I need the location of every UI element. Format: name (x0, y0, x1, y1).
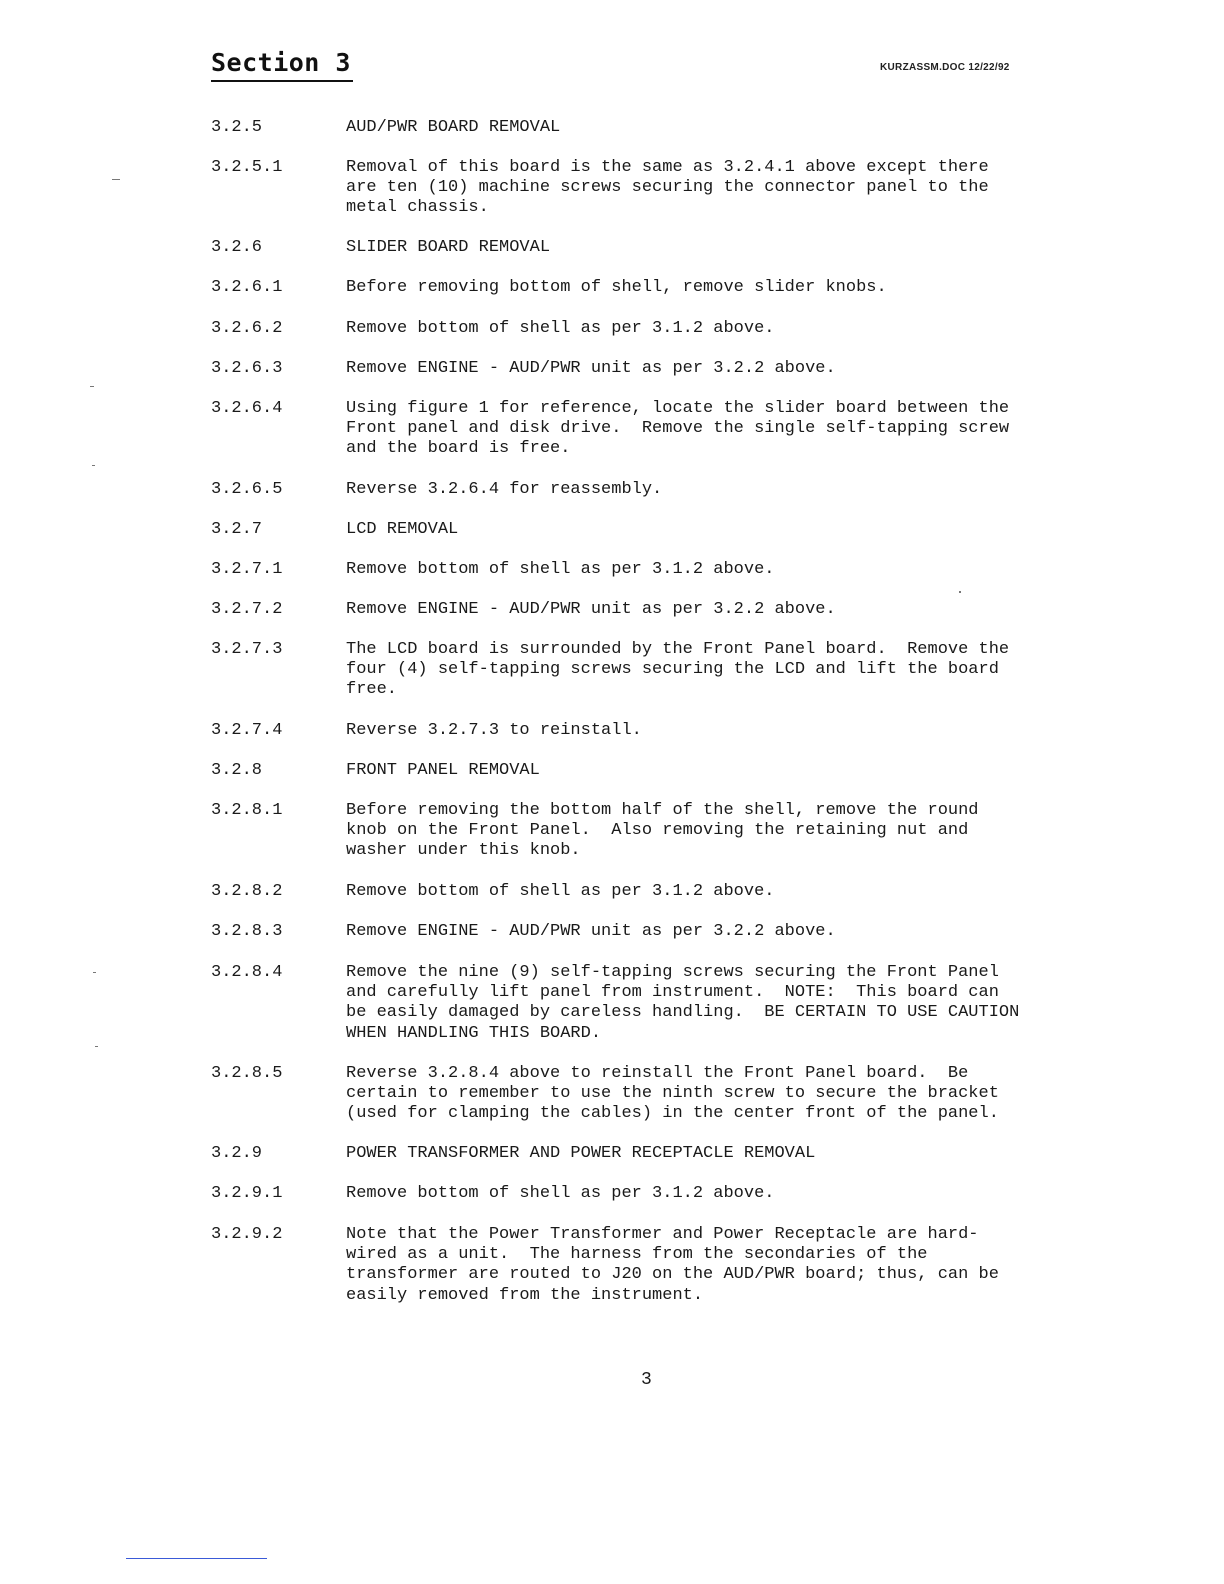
item-text-line: Before removing bottom of shell, remove slider knobs. (346, 278, 887, 297)
item-number: 3.2.5 (211, 118, 263, 137)
item-number: 3.2.7.1 (211, 560, 283, 579)
item-text-line: (used for clamping the cables) in the center front of the panel. (346, 1104, 999, 1124)
item-text-line: easily removed from the instrument. (346, 1285, 704, 1305)
item-text (346, 1144, 1106, 1164)
item-text (346, 1184, 1106, 1204)
item-number: 3.2.7.2 (211, 600, 283, 619)
item-text-line: AUD/PWR BOARD REMOVAL (346, 118, 561, 137)
item-text (346, 600, 1106, 620)
item-text-line: and carefully lift panel from instrument. NOTE: This board can (346, 983, 999, 1003)
item-text-line: knob on the Front Panel. Also removing the retaining nut and (346, 821, 969, 841)
scan-speck (95, 1046, 98, 1047)
item-text-line: Remove bottom of shell as per 3.1.2 above. (346, 882, 775, 901)
item-number: 3.2.6.4 (211, 399, 283, 418)
item-text-line: FRONT PANEL REMOVAL (346, 761, 540, 780)
item-text (346, 118, 1106, 138)
item-text-line: Reverse 3.2.8.4 above to reinstall the Front Panel board. Be (346, 1064, 969, 1083)
item-number: 3.2.6.3 (211, 359, 283, 378)
item-number: 3.2.9.1 (211, 1184, 283, 1203)
item-number: 3.2.6.2 (211, 319, 283, 338)
item-text-line: SLIDER BOARD REMOVAL (346, 238, 551, 257)
item-text-line: POWER TRANSFORMER AND POWER RECEPTACLE REMOVAL (346, 1144, 816, 1163)
item-number: 3.2.7.4 (211, 721, 283, 740)
item-text (346, 319, 1106, 339)
item-text-line: Front panel and disk drive. Remove the single self-tapping screw (346, 419, 1010, 439)
item-text-line: Remove bottom of shell as per 3.1.2 above. (346, 319, 775, 338)
item-text-line: and the board is free. (346, 439, 571, 459)
item-text (346, 399, 1106, 460)
item-text-line: Using figure 1 for reference, locate the slider board between the (346, 399, 1010, 418)
document-reference: KURZASSM.DOC 12/22/92 (880, 62, 1010, 73)
item-text-line: Remove bottom of shell as per 3.1.2 above. (346, 1184, 775, 1203)
item-text-line: Reverse 3.2.6.4 for reassembly. (346, 480, 663, 499)
item-text-line: free. (346, 680, 398, 700)
item-text (346, 801, 1106, 862)
scan-speck (92, 465, 95, 466)
item-text-line: wired as a unit. The harness from the secondaries of the (346, 1245, 928, 1265)
item-text (346, 359, 1106, 379)
item-text-line: washer under this knob. (346, 841, 581, 861)
item-number: 3.2.8.4 (211, 963, 283, 982)
scan-speck (959, 591, 961, 593)
section-title: Section 3 (211, 48, 351, 77)
item-text-line: The LCD board is surrounded by the Front Panel board. Remove the (346, 640, 1010, 659)
item-text (346, 520, 1106, 540)
item-text (346, 721, 1106, 741)
item-text-line: Removal of this board is the same as 3.2.4.1 above except there (346, 158, 989, 177)
item-number: 3.2.9.2 (211, 1225, 283, 1244)
item-number: 3.2.7.3 (211, 640, 283, 659)
item-text (346, 1225, 1106, 1306)
item-text (346, 158, 1106, 219)
item-text (346, 238, 1106, 258)
item-number: 3.2.6.1 (211, 278, 283, 297)
item-text-line: Remove the nine (9) self-tapping screws securing the Front Panel (346, 963, 999, 982)
item-text-line: WHEN HANDLING THIS BOARD. (346, 1023, 602, 1043)
item-number: 3.2.9 (211, 1144, 263, 1163)
item-text (346, 480, 1106, 500)
page-number: 3 (641, 1370, 652, 1390)
item-text (346, 882, 1106, 902)
item-number: 3.2.8.2 (211, 882, 283, 901)
item-text-line: Before removing the bottom half of the shell, remove the round (346, 801, 979, 820)
item-text-line: Remove ENGINE - AUD/PWR unit as per 3.2.2 above. (346, 359, 836, 378)
item-text (346, 278, 1106, 298)
item-text-line: certain to remember to use the ninth screw to secure the bracket (346, 1084, 999, 1104)
item-text-line: Remove ENGINE - AUD/PWR unit as per 3.2.2 above. (346, 600, 836, 619)
item-number: 3.2.5.1 (211, 158, 283, 177)
item-number: 3.2.8.3 (211, 922, 283, 941)
section-title-underline (211, 80, 353, 82)
scan-speck (93, 972, 96, 973)
item-text-line: transformer are routed to J20 on the AUD/PWR board; thus, can be (346, 1265, 999, 1285)
item-text-line: are ten (10) machine screws securing the connector panel to the (346, 178, 989, 198)
scan-speck (90, 386, 94, 387)
footer-rule (126, 1558, 267, 1559)
scan-speck (112, 179, 120, 180)
item-text (346, 761, 1106, 781)
item-text-line: Reverse 3.2.7.3 to reinstall. (346, 721, 642, 740)
item-text (346, 1064, 1106, 1125)
item-text-line: Remove bottom of shell as per 3.1.2 above. (346, 560, 775, 579)
item-text-line: metal chassis. (346, 198, 489, 218)
item-text (346, 560, 1106, 580)
item-text (346, 922, 1106, 942)
item-text-line: LCD REMOVAL (346, 520, 459, 539)
item-text (346, 640, 1106, 701)
item-number: 3.2.8.5 (211, 1064, 283, 1083)
item-number: 3.2.6.5 (211, 480, 283, 499)
item-text-line: four (4) self-tapping screws securing the LCD and lift the board (346, 660, 999, 680)
item-text-line: Remove ENGINE - AUD/PWR unit as per 3.2.2 above. (346, 922, 836, 941)
item-number: 3.2.8 (211, 761, 263, 780)
item-number: 3.2.7 (211, 520, 263, 539)
item-number: 3.2.6 (211, 238, 263, 257)
item-text (346, 963, 1106, 1044)
item-number: 3.2.8.1 (211, 801, 283, 820)
item-text-line: Note that the Power Transformer and Power Receptacle are hard- (346, 1225, 979, 1244)
item-text-line: be easily damaged by careless handling. BE CERTAIN TO USE CAUTION (346, 1003, 1020, 1023)
